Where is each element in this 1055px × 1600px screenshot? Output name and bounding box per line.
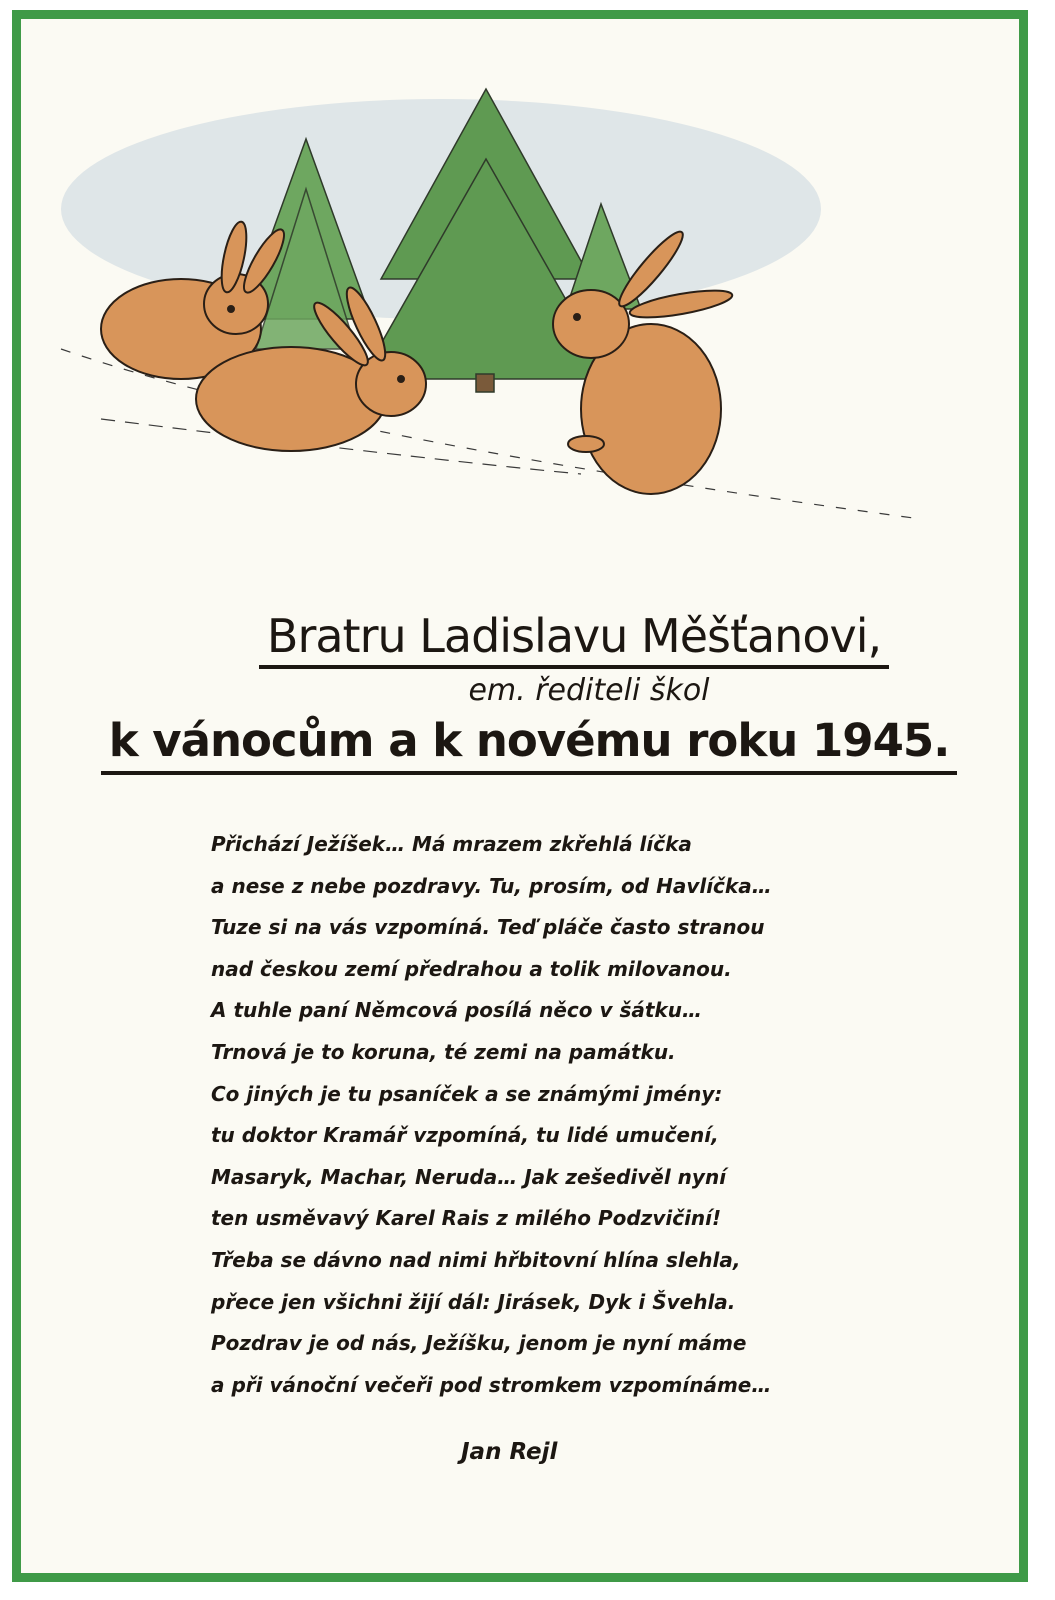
poem-line: a nese z nebe pozdravy. Tu, prosím, od Havlíčka… xyxy=(211,873,772,898)
poem-line: Tuze si na vás vzpomíná. Teď pláče často stranou xyxy=(211,915,765,940)
poem-line: přece jen všichni žijí dál: Jirásek, Dyk i Švehla. xyxy=(211,1289,736,1314)
poem-line: a při vánoční večeři pod stromkem vzpomínáme… xyxy=(211,1372,772,1397)
poem-line: Masaryk, Machar, Neruda… Jak zešedivěl nyní xyxy=(211,1164,727,1189)
poem-line: A tuhle paní Němcová posílá něco v šátku… xyxy=(211,998,702,1023)
poem-line: nad českou zemí předrahou a tolik milovanou. xyxy=(211,956,732,981)
recipient-role: em. řediteli škol xyxy=(468,673,710,708)
recipient-heading: Bratru Ladislavu Měšťanovi, xyxy=(259,609,889,669)
dedication xyxy=(21,609,1037,775)
poem-line: ten usměvavý Karel Rais z milého Podzvičiní! xyxy=(211,1206,722,1231)
poem-line: Trnová je to koruna, té zemi na památku. xyxy=(211,1039,676,1064)
signature: Jan Rejl xyxy=(461,1439,558,1465)
poem-line: tu doktor Kramář vzpomíná, tu lidé umučení, xyxy=(211,1123,719,1148)
greeting-card xyxy=(12,10,1028,1582)
poem xyxy=(211,824,931,1406)
poem-line: Pozdrav je od nás, Ježíšku, jenom je nyní máme xyxy=(211,1331,747,1356)
poem-line: Přichází Ježíšek… Má mrazem zkřehlá líčka xyxy=(211,832,692,856)
occasion-heading: k vánocům a k novému roku 1945. xyxy=(101,714,958,775)
winter-rabbits-illustration xyxy=(21,19,1037,579)
poem-line: Co jiných je tu psaníček a se známými jmény: xyxy=(211,1081,723,1106)
poem-line: Třeba se dávno nad nimi hřbitovní hlína slehla, xyxy=(211,1247,741,1272)
